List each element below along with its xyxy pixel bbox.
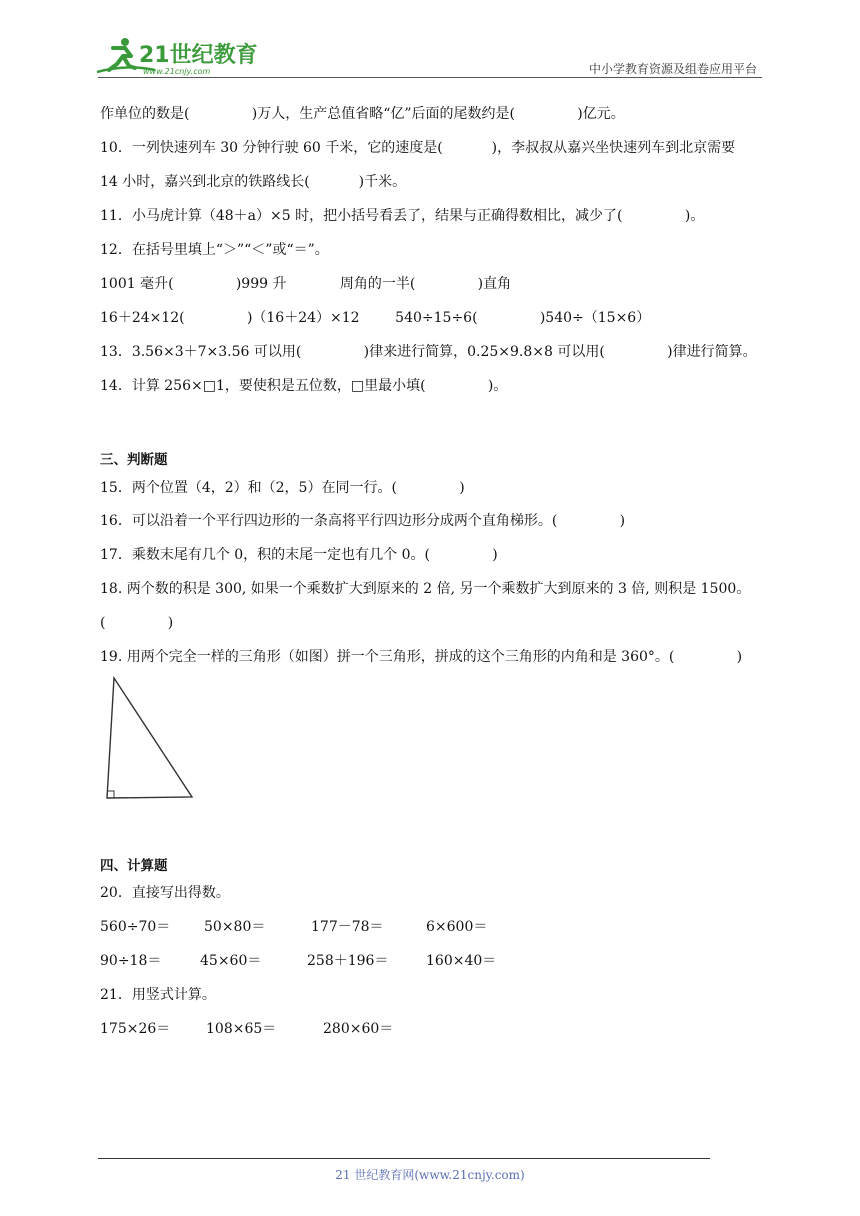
calc-item: 108×65＝ xyxy=(206,1021,277,1037)
site-logo xyxy=(95,34,260,78)
question-13: 13．3.56×3＋7×3.56 可以用( )律来进行简算，0.25×9.8×8 可以用( )律进行简算。 xyxy=(100,344,757,360)
calc-item: 560÷70＝ xyxy=(100,919,171,935)
calc-item: 280×60＝ xyxy=(323,1021,394,1037)
calc-item: 50×80＝ xyxy=(204,919,266,935)
question-18-line-1: 18. 两个数的积是 300, 如果一个乘数扩大到原来的 2 倍, 另一个乘数扩大到原来的 3 倍, 则积是 1500。 xyxy=(100,581,751,597)
calc-item: 6×600＝ xyxy=(426,919,488,935)
question-12-row-1: 1001 毫升( )999 升 周角的一半( )直角 xyxy=(100,276,512,292)
question-15: 15．两个位置（4，2）和（2，5）在同一行。( ) xyxy=(100,480,465,496)
question-17: 17．乘数末尾有几个 0，积的末尾一定也有几个 0。( ) xyxy=(100,547,498,563)
calc-item: 45×60＝ xyxy=(200,953,262,969)
question-21: 21．用竖式计算。 xyxy=(100,987,216,1003)
calc-item: 258＋196＝ xyxy=(307,953,389,969)
calc-item: 160×40＝ xyxy=(426,953,497,969)
logo-text: 21世纪教育 xyxy=(139,43,258,68)
footer-link[interactable]: 21 世纪教育网(www.21cnjy.com) xyxy=(335,1168,525,1182)
logo-url: www.21cnjy.com xyxy=(143,67,211,76)
question-11: 11．小马虎计算（48＋a）×5 时，把小括号看丢了，结果与正确得数相比，减少了( )。 xyxy=(100,208,705,224)
question-10-line-2: 14 小时，嘉兴到北京的铁路线长( )千米。 xyxy=(100,174,407,190)
question-16: 16．可以沿着一个平行四边形的一条高将平行四边形分成两个直角梯形。( ) xyxy=(100,513,626,529)
question-20: 20．直接写出得数。 xyxy=(100,885,230,901)
platform-name: 中小学教育资源及组卷应用平台 xyxy=(588,62,757,76)
calc-item: 90÷18＝ xyxy=(100,953,162,969)
question-10-line-1: 10．一列快速列车 30 分钟行驶 60 千米，它的速度是( )，李叔叔从嘉兴坐快速列车到北京需要 xyxy=(100,140,736,156)
footer-divider xyxy=(98,1158,710,1159)
question-18-line-2: ( ) xyxy=(100,615,174,631)
question-14: 14．计算 256×□1，要使积是五位数，□里最小填( )。 xyxy=(100,378,508,394)
question-12: 12．在括号里填上“＞”“＜”或“＝”。 xyxy=(100,242,329,258)
calc-item: 177－78＝ xyxy=(311,919,384,935)
triangle-figure xyxy=(104,676,196,802)
section-4-title: 四、计算题 xyxy=(100,858,168,874)
calc-item: 175×26＝ xyxy=(100,1021,171,1037)
logo-graphic xyxy=(95,34,260,78)
section-3-title: 三、判断题 xyxy=(100,452,168,468)
question-12-row-2: 16＋24×12( )（16＋24）×12 540÷15÷6( )540÷（15×6） xyxy=(100,310,651,326)
header-divider xyxy=(98,77,762,78)
question-19: 19. 用两个完全一样的三角形（如图）拼一个三角形，拼成的这个三角形的内角和是 360°。( ) xyxy=(100,649,743,665)
question-9-continuation: 作单位的数是( )万人，生产总值省略“亿”后面的尾数约是( )亿元。 xyxy=(100,106,625,122)
